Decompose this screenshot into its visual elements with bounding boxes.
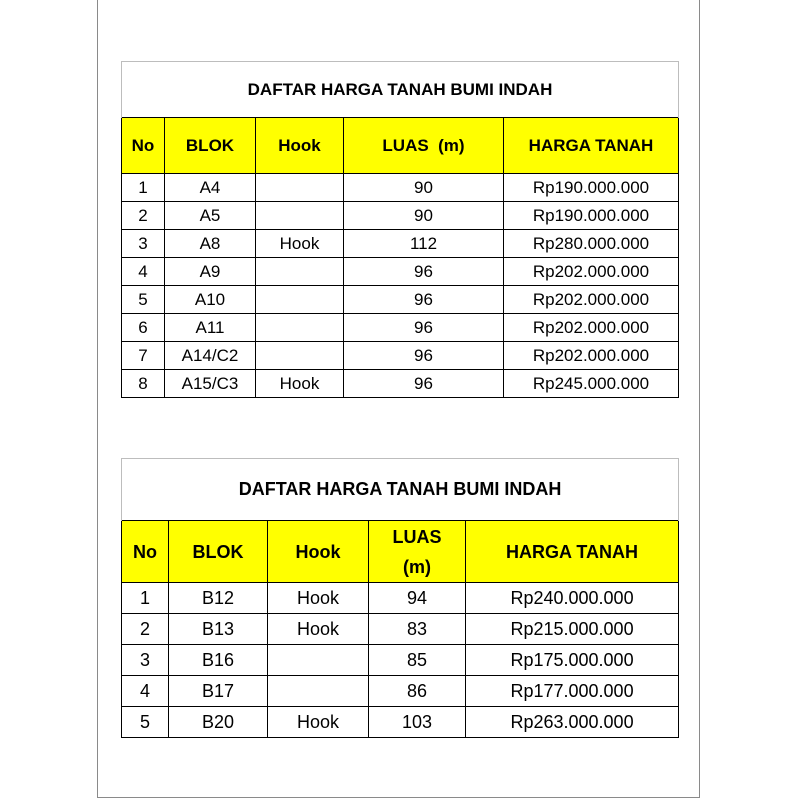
- header-no: No: [122, 521, 169, 583]
- cell-luas: 86: [369, 676, 466, 707]
- cell-luas: 96: [344, 314, 504, 342]
- cell-blok: A9: [165, 258, 256, 286]
- cell-blok: A10: [165, 286, 256, 314]
- cell-harga: Rp240.000.000: [466, 583, 679, 614]
- cell-hook: Hook: [268, 707, 369, 738]
- cell-harga: Rp280.000.000: [504, 230, 679, 258]
- header-hook: Hook: [256, 118, 344, 174]
- cell-harga: Rp177.000.000: [466, 676, 679, 707]
- header-hook: Hook: [268, 521, 369, 583]
- cell-no: 6: [122, 314, 165, 342]
- cell-blok: A15/C3: [165, 370, 256, 398]
- cell-hook: Hook: [256, 370, 344, 398]
- table-row: [122, 342, 679, 370]
- cell-luas: 90: [344, 202, 504, 230]
- table-row: [122, 202, 679, 230]
- table-row: [122, 370, 679, 398]
- cell-harga: Rp190.000.000: [504, 174, 679, 202]
- table-row: [122, 258, 679, 286]
- cell-hook: Hook: [256, 230, 344, 258]
- table-row: [122, 645, 679, 676]
- header-row: [122, 118, 679, 174]
- cell-luas: 96: [344, 258, 504, 286]
- cell-harga: Rp190.000.000: [504, 202, 679, 230]
- header-luas: LUAS (m): [344, 118, 504, 174]
- cell-luas: 85: [369, 645, 466, 676]
- cell-harga: Rp175.000.000: [466, 645, 679, 676]
- header-luas-line2: (m): [403, 556, 431, 577]
- table-row: [122, 707, 679, 738]
- cell-hook: [256, 342, 344, 370]
- cell-hook: [268, 676, 369, 707]
- cell-no: 5: [122, 707, 169, 738]
- cell-luas: 94: [369, 583, 466, 614]
- cell-no: 2: [122, 202, 165, 230]
- cell-blok: B20: [169, 707, 268, 738]
- header-harga: HARGA TANAH: [504, 118, 679, 174]
- table-row: [122, 314, 679, 342]
- cell-no: 8: [122, 370, 165, 398]
- header-harga: HARGA TANAH: [466, 521, 679, 583]
- cell-harga: Rp245.000.000: [504, 370, 679, 398]
- cell-no: 4: [122, 676, 169, 707]
- table-row: [122, 614, 679, 645]
- table-row: [122, 174, 679, 202]
- cell-luas: 96: [344, 342, 504, 370]
- cell-blok: A5: [165, 202, 256, 230]
- cell-hook: [256, 258, 344, 286]
- cell-luas: 90: [344, 174, 504, 202]
- cell-hook: Hook: [268, 614, 369, 645]
- cell-blok: A14/C2: [165, 342, 256, 370]
- cell-no: 1: [122, 174, 165, 202]
- cell-hook: [256, 202, 344, 230]
- cell-blok: B17: [169, 676, 268, 707]
- table-title: DAFTAR HARGA TANAH BUMI INDAH: [122, 62, 679, 118]
- header-blok: BLOK: [165, 118, 256, 174]
- cell-harga: Rp202.000.000: [504, 258, 679, 286]
- cell-blok: B13: [169, 614, 268, 645]
- cell-no: 1: [122, 583, 169, 614]
- cell-harga: Rp202.000.000: [504, 342, 679, 370]
- cell-hook: Hook: [268, 583, 369, 614]
- price-table-a: [121, 61, 678, 398]
- table-row: [122, 676, 679, 707]
- cell-luas: 112: [344, 230, 504, 258]
- cell-no: 2: [122, 614, 169, 645]
- table-title: DAFTAR HARGA TANAH BUMI INDAH: [122, 459, 679, 521]
- cell-luas: 83: [369, 614, 466, 645]
- cell-no: 7: [122, 342, 165, 370]
- cell-hook: [256, 314, 344, 342]
- cell-blok: B16: [169, 645, 268, 676]
- cell-blok: B12: [169, 583, 268, 614]
- cell-no: 5: [122, 286, 165, 314]
- header-row: [122, 521, 679, 583]
- cell-no: 4: [122, 258, 165, 286]
- header-luas-line1: LUAS: [392, 526, 442, 547]
- cell-harga: Rp263.000.000: [466, 707, 679, 738]
- header-luas: [369, 521, 466, 583]
- cell-no: 3: [122, 645, 169, 676]
- header-no: No: [122, 118, 165, 174]
- cell-blok: A8: [165, 230, 256, 258]
- cell-blok: A11: [165, 314, 256, 342]
- price-table-b: [121, 458, 678, 738]
- cell-luas: 96: [344, 370, 504, 398]
- cell-hook: [256, 286, 344, 314]
- table-row: [122, 286, 679, 314]
- table-row: [122, 230, 679, 258]
- cell-luas: 96: [344, 286, 504, 314]
- cell-blok: A4: [165, 174, 256, 202]
- cell-hook: [256, 174, 344, 202]
- table-body-a: [122, 174, 679, 398]
- cell-harga: Rp215.000.000: [466, 614, 679, 645]
- cell-no: 3: [122, 230, 165, 258]
- table-row: [122, 583, 679, 614]
- table-body-b: [122, 583, 679, 738]
- cell-harga: Rp202.000.000: [504, 314, 679, 342]
- cell-hook: [268, 645, 369, 676]
- cell-harga: Rp202.000.000: [504, 286, 679, 314]
- header-blok: BLOK: [169, 521, 268, 583]
- cell-luas: 103: [369, 707, 466, 738]
